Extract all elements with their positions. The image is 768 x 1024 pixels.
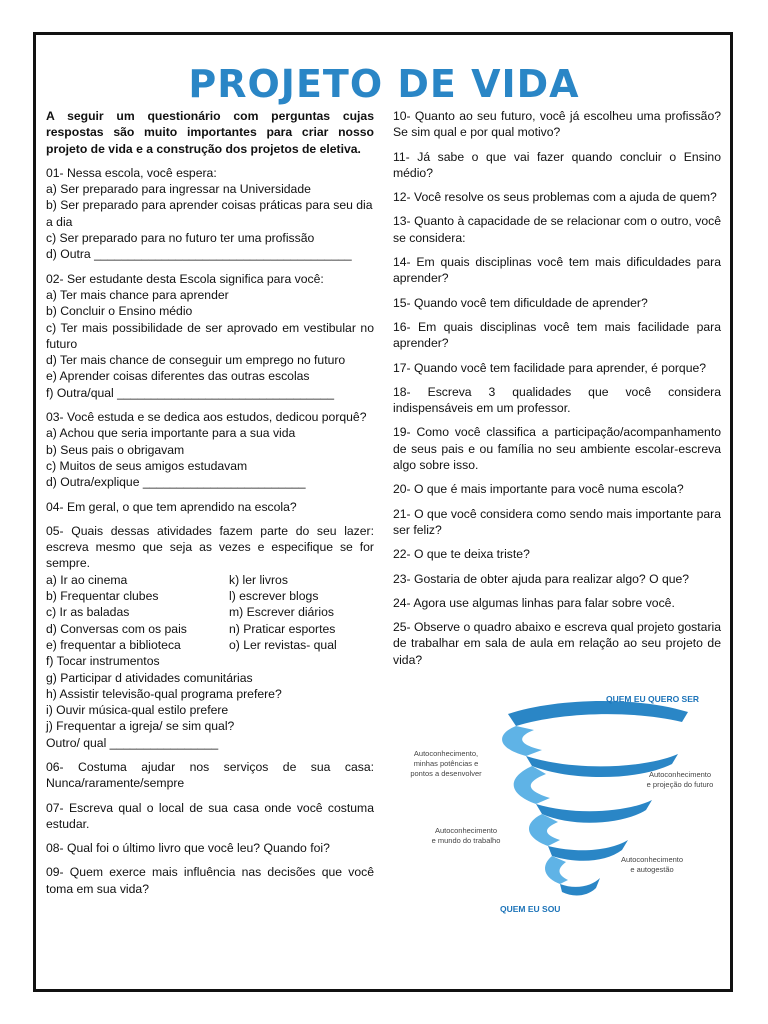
left-column [46,108,374,905]
diagram-bottom-label: QUEM EU SOU [500,904,561,914]
question-03 [46,409,374,490]
option: a) Achou que seria importante para a sua vida [46,426,296,441]
option: f) Tocar instrumentos [46,654,160,669]
question-10: 10- Quanto ao seu futuro, você já escolheu uma profissão? Se sim qual e por qual motivo? [393,109,721,140]
option: c) Ter mais possibilidade de ser aprovado em vestibular no futuro [46,320,374,351]
option: b) Seus pais o obrigavam [46,442,185,457]
question-19: 19- Como você classifica a participação/acompanhamento de seus pais e ou família no seu ambiente escolar-escreva algo sobre isso. [393,425,721,473]
question-text: 02- Ser estudante desta Escola significa para você: [46,271,324,286]
question-25: 25- Observe o quadro abaixo e escreva qual projeto gostaria de trabalhar em sala de aula em relação ao seu projeto de vida? [393,620,721,667]
diagram-label-2 [647,770,714,789]
question-16: 16- Em quais disciplinas você tem mais facilidade para aprender? [393,319,721,351]
option: c) Ser preparado para no futuro ter uma profissão [46,231,315,246]
option: d) Ter mais chance de conseguir um emprego no futuro [46,353,346,368]
option: e) frequentar a biblioteca [46,637,181,652]
option: d) Outra ______________________________________ [46,247,352,262]
question-22: 22- O que te deixa triste? [393,547,530,562]
question-09: 09- Quem exerce mais influência nas decisões que você toma em sua vida? [46,865,374,896]
question-21: 21- O que você considera como sendo mais importante para ser feliz? [393,506,721,537]
question-01 [46,165,374,263]
option: m) Escrever diários [229,605,334,620]
question-02 [46,271,374,401]
option: f) Outra/qual ________________________________ [46,385,335,400]
question-24: 24- Agora use algumas linhas para falar sobre você. [393,595,675,610]
question-23: 23- Gostaria de obter ajuda para realizar algo? O que? [393,571,690,586]
question-13: 13- Quanto à capacidade de se relacionar com o outro, você se considera: [393,214,721,245]
question-14: 14- Em quais disciplinas você tem mais dificuldades para aprender? [393,255,721,286]
svg-text:e autogestão: e autogestão [630,865,674,874]
option: b) Ser preparado para aprender coisas práticas para seu dia a dia [46,198,373,229]
diagram-label-3 [432,826,501,845]
question-text: 01- Nessa escola, você espera: [46,165,217,180]
option: j) Frequentar a igreja/ se sim qual? [46,719,235,734]
question-text: 03- Você estuda e se dedica aos estudos, dedicou porquê? [46,410,367,425]
option: l) escrever blogs [229,589,319,604]
diagram-label-4 [621,855,683,874]
option: Outro/ qual ________________ [46,735,219,750]
svg-text:minhas potências e: minhas potências e [413,759,479,768]
life-project-spiral-diagram [396,690,726,920]
option: a) Ter mais chance para aprender [46,287,229,302]
diagram-label-1 [410,749,482,778]
option: g) Participar d atividades comunitárias [46,670,253,685]
svg-text:Autoconhecimento: Autoconhecimento [620,855,684,864]
option: a) Ir ao cinema [46,572,128,587]
page-title: PROJETO DE VIDA [188,62,580,106]
diagram-top-label: QUEM EU QUERO SER [606,694,700,704]
question-text: 05- Quais dessas atividades fazem parte do seu lazer: escreva mesmo que seja as vezes e especifique se for sempre. [46,523,374,571]
question-08: 08- Qual foi o último livro que você leu? Quando foi? [46,841,330,856]
svg-text:Autoconhecimento: Autoconhecimento [648,770,712,779]
option: o) Ler revistas- qual [229,637,337,652]
question-11: 11- Já sabe o que vai fazer quando concluir o Ensino médio? [393,149,721,180]
question-06: 06- Costuma ajudar nos serviços de sua casa: Nunca/raramente/sempre [46,759,374,791]
option: a) Ser preparado para ingressar na Universidade [46,182,311,197]
question-20: 20- O que é mais importante para você numa escola? [393,482,684,497]
question-05 [46,523,374,751]
question-17: 17- Quando você tem facilidade para aprender, é porque? [393,360,707,375]
question-12: 12- Você resolve os seus problemas com a ajuda de quem? [393,190,717,205]
svg-text:Autoconhecimento: Autoconhecimento [434,826,498,835]
option: n) Praticar esportes [229,621,336,636]
option: i) Ouvir música-qual estilo prefere [46,703,229,718]
svg-text:pontos a desenvolver: pontos a desenvolver [410,769,482,778]
options-grid [46,572,374,653]
option: k) ler livros [229,572,288,587]
question-07: 07- Escreva qual o local de sua casa onde você costuma estudar. [46,800,374,831]
option: d) Conversas com os pais [46,621,187,636]
option: c) Muitos de seus amigos estudavam [46,458,248,473]
option: e) Aprender coisas diferentes das outras escolas [46,369,310,384]
question-18: 18- Escreva 3 qualidades que você considera indispensáveis em um professor. [393,384,721,416]
option: h) Assistir televisão-qual programa prefere? [46,686,282,701]
svg-text:e projeção do futuro: e projeção do futuro [646,780,714,789]
option: b) Frequentar clubes [46,589,159,604]
right-column [393,108,721,676]
question-15: 15- Quando você tem dificuldade de aprender? [393,295,648,310]
option: b) Concluir o Ensino médio [46,304,193,319]
question-04: 04- Em geral, o que tem aprendido na escola? [46,499,297,514]
option: d) Outra/explique ________________________ [46,475,306,490]
svg-text:Autoconhecimento,: Autoconhecimento, [413,749,479,758]
option: c) Ir as baladas [46,605,130,620]
svg-text:e mundo do trabalho: e mundo do trabalho [431,836,501,845]
intro-text: A seguir um questionário com perguntas cujas respostas são muito importantes para criar nosso projeto de vida e a construção dos projetos de eletiva. [46,109,374,156]
